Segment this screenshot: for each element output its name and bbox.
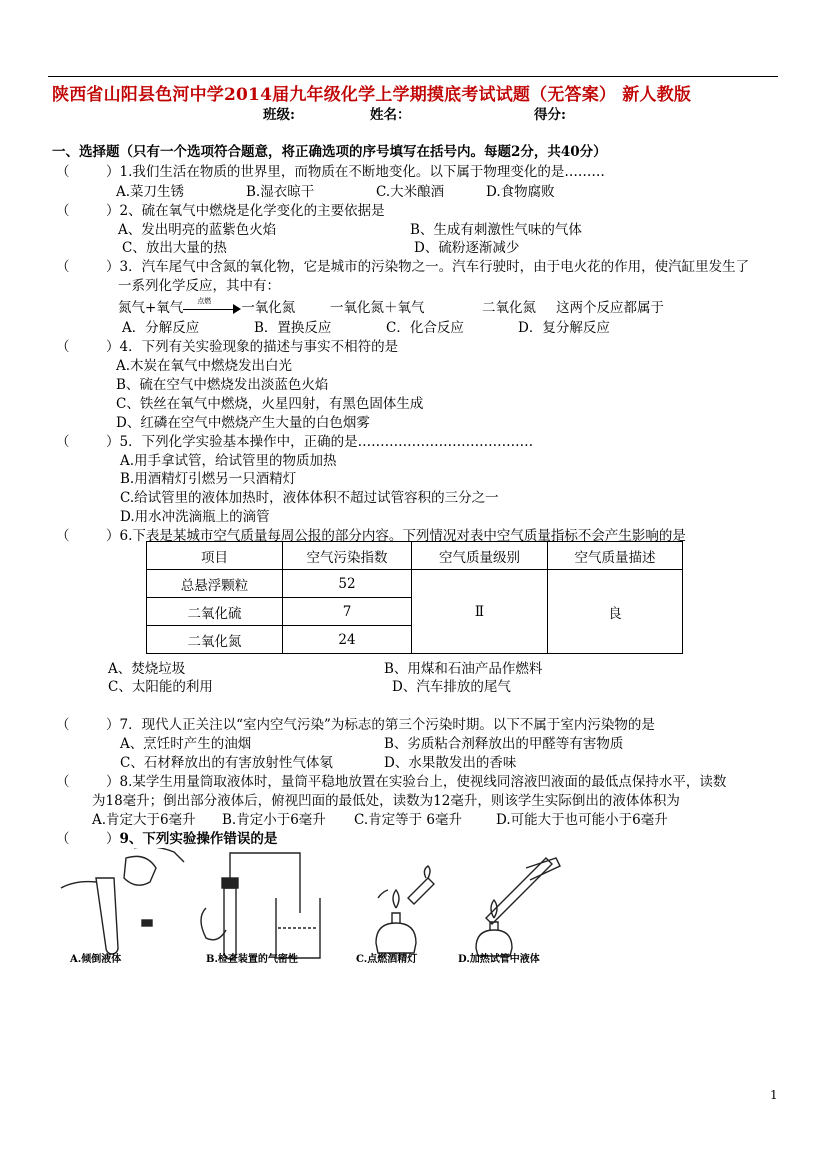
score-label: 得分: [534,107,566,123]
question-stem: 6.下表是某城市空气质量每周公报的部分内容。下列情况对表中空气质量指标不会产生影响的是 [119,528,686,544]
question-1 [56,160,605,180]
question-8 [56,770,726,790]
question-stem: 4．下列有关实验现象的描述与事实不相符的是 [119,339,399,355]
q5-option-b: B.用酒精灯引燃另一只酒精灯 [120,471,297,487]
question-3 [56,255,749,275]
q7-option-d: D、水果散发出的香味 [384,755,517,771]
answer-paren-open: （ [56,774,70,790]
answer-paren-close: ） [106,164,120,180]
q7-option-b: B、劣质粘合剂释放出的甲醛等有害物质 [384,736,624,752]
question-stem: 5．下列化学实验基本操作中，正确的是………………………………… [119,434,534,450]
q3-option-a: A．分解反应 [122,320,200,336]
question-stem: 2、硫在氧气中燃烧是化学变化的主要依据是 [119,203,385,219]
q1-option-a: A.菜刀生锈 [116,184,185,200]
question-stem-cont: 一系列化学反应，其中有： [118,278,280,294]
answer-paren-close: ） [106,717,120,733]
q2-option-b: B、生成有刺激性气味的气体 [410,222,582,238]
table-header-row [147,542,683,570]
reaction-arrow-icon [183,296,241,314]
answer-paren-open: （ [56,164,70,180]
figure-caption-b: B.检查装置的气密性 [206,954,298,965]
section-heading: 一、选择题（只有一个选项符合题意，将正确选项的序号填写在括号内。每题2分，共40分） [52,144,607,160]
question-stem-cont: 为18毫升；倒出部分液体后，俯视凹面的最低处，读数为12毫升，则该学生实际倒出的液体体积为 [92,793,680,809]
answer-paren-close: ） [106,831,120,847]
lighting-alcohol-lamp-figure [376,866,434,953]
answer-paren-open: （ [56,203,70,219]
answer-paren-close: ） [106,339,120,355]
q7-option-c: C、石材释放出的有害放射性气体氡 [120,755,333,771]
q6-option-d: D、汽车排放的尾气 [392,679,511,695]
q5-option-a: A.用手拿试管，给试管里的物质加热 [120,453,337,469]
q3-option-c: C．化合反应 [386,320,464,336]
table-cell: 7 [283,598,412,626]
table-cell-level: Ⅱ [412,570,548,654]
question-5 [56,430,533,450]
question-7 [56,713,655,733]
table-header-cell: 空气质量级别 [412,542,548,570]
figure-caption-d: D.加热试管中液体 [458,954,540,965]
question-4 [56,335,398,355]
question-stem: 9、下列实验操作错误的是 [119,831,278,847]
table-header-cell: 空气污染指数 [283,542,412,570]
q8-option-d: D.可能大于也可能小于6毫升 [496,812,668,828]
answer-paren-open: （ [56,528,70,544]
answer-paren-close: ） [106,203,120,219]
q5-option-d: D.用水冲洗滴瓶上的滴管 [120,509,270,525]
q1-option-b: B.湿衣晾干 [246,184,315,200]
answer-paren-close: ） [106,528,120,544]
q8-option-c: C.肯定等于 6毫升 [354,812,463,828]
answer-paren-open: （ [56,339,70,355]
table-cell: 二氧化硫 [147,598,283,626]
answer-paren-open: （ [56,434,70,450]
q4-option-a: A.木炭在氧气中燃烧发出白光 [116,358,293,374]
q2-option-d: D、硫粉逐渐减少 [414,240,520,256]
q8-option-b: B.肯定小于6毫升 [222,812,326,828]
reactant-text-2: 一氧化氮＋氧气 [330,300,425,316]
answer-paren-open: （ [56,259,70,275]
air-quality-table [146,541,683,654]
q1-option-c: C.大米酿酒 [376,184,445,200]
q2-option-c: C、放出大量的热 [122,240,227,256]
product-text-2: 二氧化氮 [482,300,536,316]
heating-liquid-figure [476,858,560,956]
header-rule [48,76,778,77]
question-tail: 这两个反应都属于 [556,300,664,316]
q3-option-d: D．复分解反应 [518,320,610,336]
q4-option-d: D、红磷在空气中燃烧产生大量的白色烟雾 [116,415,370,431]
q6-option-c: C、太阳能的利用 [108,679,213,695]
pouring-liquid-figure [61,848,184,954]
question-9 [56,827,277,847]
page-number: 1 [770,1088,778,1102]
table-cell: 24 [283,626,412,654]
q6-option-b: B、用煤和石油产品作燃料 [384,661,543,677]
table-cell-desc: 良 [548,570,683,654]
q4-option-b: B、硫在空气中燃烧发出淡蓝色火焰 [116,377,329,393]
figure-caption-a: A.倾倒液体 [70,954,122,965]
q1-option-d: D.食物腐败 [486,184,555,200]
table-header-cell: 空气质量描述 [548,542,683,570]
q8-option-a: A.肯定大于6毫升 [92,812,196,828]
table-cell: 52 [283,570,412,598]
table-cell: 总悬浮颗粒 [147,570,283,598]
answer-paren-open: （ [56,717,70,733]
product-text: 一氧化氮 [241,300,296,316]
table-cell: 二氧化氮 [147,626,283,654]
name-label: 姓名： [370,107,411,123]
q2-option-a: A、发出明亮的蓝紫色火焰 [118,222,277,238]
q3-option-b: B．置换反应 [254,320,332,336]
question-2 [56,199,385,219]
q4-option-c: C、铁丝在氧气中燃烧，火星四射，有黑色固体生成 [116,396,424,412]
q5-option-c: C.给试管里的液体加热时，液体体积不超过试管容积的三分之一 [120,490,499,506]
table-header-cell: 项目 [147,542,283,570]
answer-paren-close: ） [106,259,120,275]
question-stem: 7．现代人正关注以“室内空气污染”为标志的第三个污染时期。以下不属于室内污染物的是 [119,717,655,733]
question-stem: 8.某学生用量筒取液体时，量筒平稳地放置在实验台上，使视线同溶液凹液面的最低点保持水平，读数 [119,774,727,790]
figure-caption-c: C.点燃酒精灯 [356,954,418,965]
answer-paren-open: （ [56,831,70,847]
class-label: 班级: [263,107,295,123]
reactant-text: 氮气+氧气 [118,300,184,316]
table-row [147,570,683,598]
answer-paren-close: ） [106,434,120,450]
reaction-condition: 点燃 [197,296,212,305]
q6-option-a: A、焚烧垃圾 [108,661,186,677]
answer-paren-close: ） [106,774,120,790]
airtightness-check-figure [201,853,320,959]
q7-option-a: A、烹饪时产生的油烟 [120,736,252,752]
question-stem: 1.我们生活在物质的世界里，而物质在不断地变化。以下属于物理变化的是……… [119,164,605,180]
page-title: 陕西省山阳县色河中学2014届九年级化学上学期摸底考试试题（无答案） 新人教版 [52,85,692,105]
reaction-equation [118,296,295,316]
question-stem: 3．汽车尾气中含氮的氧化物，它是城市的污染物之一。汽车行驶时，由于电火花的作用，使汽缸里发生了 [119,259,750,275]
